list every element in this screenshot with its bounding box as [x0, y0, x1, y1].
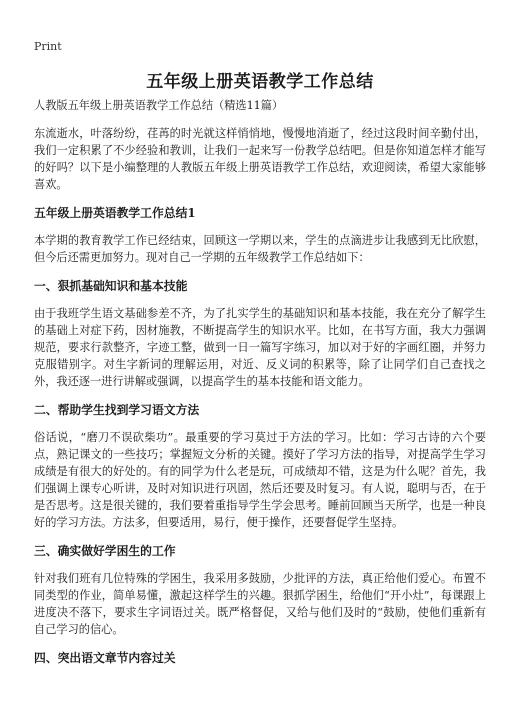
- article-opening-paragraph: 本学期的教育教学工作已经结束，回顾这一学期以来，学生的点滴进步让我感到无比欣慰，但今后还需更加努力。现对自己一学期的五年级教学工作总结如下：: [34, 234, 486, 264]
- section-3-paragraph: 针对我们班有几位特殊的学困生，我采用多鼓励，少批评的方法，真正给他们爱心。布置不同类型的作业，简单易懂，激起这样学生的兴趣。狠抓学困生，给他们“开小灶”，每课跟上进度决不落下，要求生字词语过关。既严格督促，又给与他们及时的“鼓励，使他们重新有自己学习的信心。: [34, 572, 486, 636]
- article-heading: 五年级上册英语教学工作总结1: [34, 206, 196, 220]
- section-3-heading: 三、确实做好学困生的工作: [34, 544, 176, 558]
- document-title: 五年级上册英语教学工作总结: [146, 72, 374, 92]
- section-2-heading: 二、帮助学生找到学习语文方法: [34, 403, 200, 417]
- section-1-heading: 一、狠抓基础知识和基本技能: [34, 279, 188, 293]
- intro-paragraph: 东流逝水，叶落纷纷，荏苒的时光就这样悄悄地，慢慢地消逝了，经过这段时间辛勤付出，我们一定积累了不少经验和教训，让我们一起来写一份教学总结吧。但是你知道怎样才能写的好吗？以下是小编整理的人教版五年级上册英语教学工作总结，欢迎阅读，希望大家能够喜欢。: [34, 127, 486, 191]
- document-subtitle: 人教版五年级上册英语教学工作总结（精选11篇）: [34, 99, 284, 112]
- section-2-paragraph: 俗话说，“磨刀不误砍柴功”。最重要的学习莫过于方法的学习。比如：学习古诗的六个要点，熟记课文的一些技巧；掌握短文分析的关键。摸好了学习方法的指导，对提高学生学习成绩是有很大的好处的。有的同学为什么老是玩，可成绩却不错，这是为什么呢？首先，我们强调上课专心听讲，及时对知识进行巩固，然后还要及时复习。有人说，聪明与否，在于是否思考。这是很关键的，我们要着重指导学生学会思考。睡前回顾当天所学，也是一种良好的学习方法。方法多，但要适用，易行，便于操作，还要督促学生坚持。: [34, 431, 486, 529]
- section-4-heading: 四、突出语文章节内容过关: [34, 651, 176, 665]
- print-link[interactable]: Print: [34, 40, 62, 53]
- document-body: [34, 97, 486, 677]
- section-1-paragraph: 由于我班学生语文基础参差不齐，为了扎实学生的基础知识和基本技能，我在充分了解学生的基础上对症下药，因材施教，不断提高学生的知识水平。比如，在书写方面，我大力强调规范，要求行款整齐，字迹工整，做到一日一篇写字练习，加以对于好的字画红圈，并努力克服错别字。对生字新词的理解运用，对近、反义词的积累等，除了让同学们自己查找之外，我还逐一进行讲解或强调，以提高学生的基本技能和语文能力。: [34, 307, 486, 388]
